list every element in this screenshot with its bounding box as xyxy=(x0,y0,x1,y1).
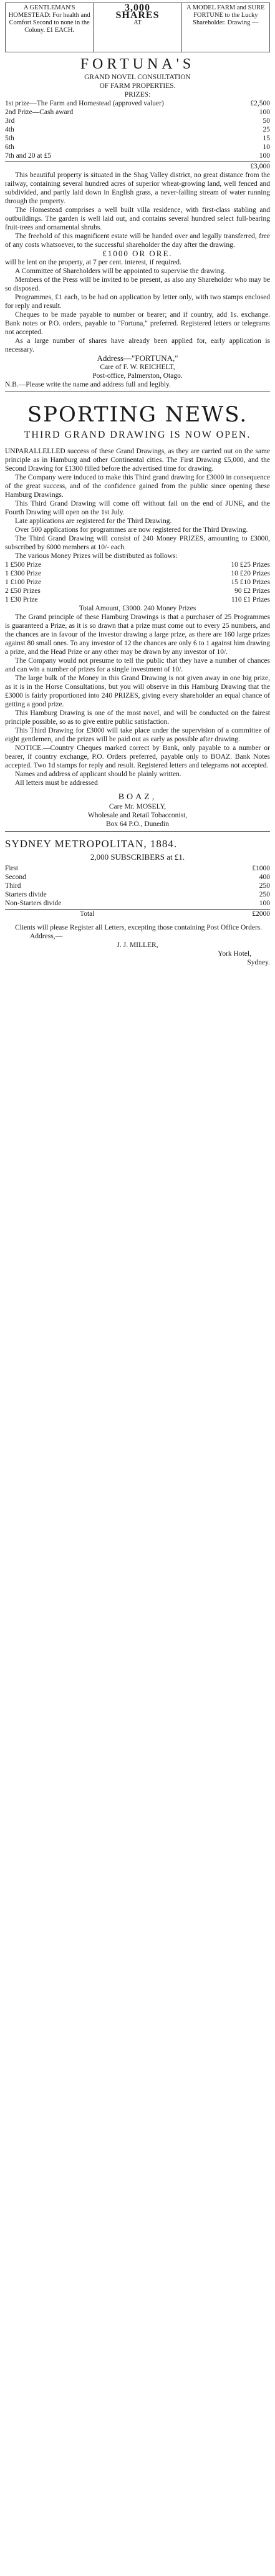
sydney-note: Clients will please Register all Letters, excepting those containing Post Office Orders. xyxy=(15,924,263,931)
sydney-prize-row: Non-Starters divide 100 xyxy=(5,900,270,907)
boaz-sig-2: Wholesale and Retail Tobacconist, xyxy=(87,812,188,819)
boaz-p13: NOTICE.—Country Cheques marked correct by Bank, only payable to a number or bearer, if country exchange, P.O. Orders preferred, payable only to BOAZ. Bank Notes accepted. Two 1d stamps for reply and result. Registered letters and telegrams not accepted. xyxy=(5,744,270,769)
prize-table-row: 1 £300 Prize 10 £20 Prizes xyxy=(5,570,270,577)
fortuna-p6: Members of the Press will be invited to be present, as also any Shareholder who may be so disposed. xyxy=(5,276,270,292)
boaz-p7: The various Money Prizes will be distributed as follows: xyxy=(15,552,178,560)
boaz-p11: This Hamburg Drawing is one of the most novel, and will be conducted on the fairest principle possible, so as to give entire public satisfaction. xyxy=(5,709,270,726)
sydney-address-label: Address,— xyxy=(30,933,63,940)
sydney-prize-row: Starters divide 250 xyxy=(5,891,270,898)
fortuna-address-2: Post-office, Palmerston, Otago. xyxy=(92,372,183,380)
boaz-p8: The Grand principle of these Hamburg Drawings is that a purchaser of 25 Programmes is guaranteed a Prize, as it is so drawn that a prize must come out to every 25 numbers, and the chances are in favour of the investor drawing a large prize, as there are 160 large prizes against 80 small ones. To any investor of 12 the chances are only 6 to 1 against him drawing a prize, and the Head Prize or any other may be drawn by any investor of 10/. xyxy=(5,613,270,656)
boaz-total-line: Total Amount, £3000. 240 Money Prizes xyxy=(79,605,196,612)
fortuna-p7: Programmes, £1 each, to be had on application by letter only, with two stamps enclosed for reply and result. xyxy=(5,294,270,310)
boaz-p3: This Third Grand Drawing will come off without fail on the end of JUNE, and the Fourth Drawing will open on the 1st July. xyxy=(5,500,270,516)
shares-count: 3,000 xyxy=(124,2,150,13)
prize-row: 2nd Prize—Cash award 100 xyxy=(5,108,270,116)
boaz-prize-table xyxy=(5,560,270,604)
boaz-signature: BOAZ, xyxy=(118,792,157,802)
fortuna-header-box xyxy=(5,2,270,52)
fortuna-sub1: GRAND NOVEL CONSULTATION xyxy=(84,74,191,81)
fortuna-p8: Cheques to be made payable to number or bearer; and if country, add 1s. exchange. Bank notes or P.O. orders, payable to "Fortuna," preferred. Registered letters or telegrams not accepted. xyxy=(5,311,270,336)
boaz-p2: The Company were induced to make this Third grand drawing for £3000 in consequence of the great success, and of the confidence gained from the public since opening these Hamburg Drawings. xyxy=(5,474,270,499)
fortuna-p3: The freehold of this magnificent estate will be handed over and legally transferred, free of any costs whatsoever, to the successful shareholder the day after the drawing. xyxy=(5,233,270,249)
prizes-label: PRIZES: xyxy=(124,91,151,99)
sydney-prize-row: Third 250 xyxy=(5,882,270,890)
fortuna-address-1: Care of F. W. REICHELT, xyxy=(100,363,175,371)
sydney-total: Total £2000 xyxy=(5,909,270,918)
prize-table-row: 1 £30 Prize 110 £1 Prizes xyxy=(5,596,270,603)
prize-table-row: 1 £500 Prize 10 £25 Prizes xyxy=(5,561,270,569)
prize-table-row: 2 £50 Prizes 90 £2 Prizes xyxy=(5,587,270,595)
boaz-p4: Late applications are registered for the Third Drawing. xyxy=(15,517,172,525)
header-mid xyxy=(93,3,181,52)
fortuna-nb: N.B.—Please write the name and address full and legibly. xyxy=(5,381,171,388)
sydney-heading: SYDNEY METROPOLITAN, 1884. xyxy=(5,838,178,850)
sydney-name: J. J. MILLER, xyxy=(117,941,158,949)
boaz-p1: UNPARALLELLED success of these Grand Drawings, as they are carried out on the same principle as in Hamburg and other Continental cities. The First Drawing £5,000, and the Second Drawing for £1300 filled before the advertised time for drawing. xyxy=(5,448,270,473)
sydney-prize-list xyxy=(5,864,270,908)
prize-row: 1st prize—The Farm and Homestead (approved valuer) £2,500 xyxy=(5,100,270,107)
header-left: A GENTLEMAN'S HOMESTEAD: For health and Comfort Second to none in the Colony. £1 EACH. xyxy=(8,4,90,34)
boaz-p12: This Third Drawing for £3000 will take place under the supervision of a committee of eight gentlemen, and the prizes will be paid out as early as possible after drawing. xyxy=(5,727,270,743)
boaz-p15: All letters must be addressed xyxy=(15,779,98,787)
prize-row: 5th 15 xyxy=(5,135,270,142)
fortuna-title: FORTUNA'S xyxy=(80,56,195,72)
sydney-subscribers: 2,000 SUBSCRIBERS at £1. xyxy=(90,852,185,862)
fortuna-prize-list xyxy=(5,99,270,160)
sydney-prize-row: First £1000 xyxy=(5,865,270,872)
divider xyxy=(5,831,270,832)
fortuna-address-label: Address—"FORTUNA," xyxy=(97,353,178,363)
fortuna-p2: The Homestead comprises a well built villa residence, with first-class stabling and outbuildings. The garden is well laid out, and contains several hundred select full-bearing fruit-trees and ornamental shrubs. xyxy=(5,206,270,231)
prize-row: 3rd 50 xyxy=(5,117,270,125)
boaz-p5: Over 500 applications for programmes are now registered for the Third Drawing. xyxy=(15,526,248,534)
prize-row: 4th 25 xyxy=(5,126,270,133)
prize-total: £3,000 xyxy=(5,161,270,171)
fortuna-sub2: OF FARM PROPERTIES. xyxy=(99,82,176,90)
sporting-subheading: THIRD GRAND DRAWING IS NOW OPEN. xyxy=(24,430,251,440)
header-right: A MODEL FARM and SURE FORTUNE to the Lucky Shareholder. Drawing — xyxy=(181,3,269,52)
fortuna-p5: A Committee of Shareholders will be appointed to supervise the drawing. xyxy=(15,267,226,275)
fortuna-p4: will be lent on the property, at 7 per cent. interest, if required. xyxy=(5,259,181,266)
boaz-p6: The Third Grand Drawing will consist of 240 Money PRIZES, amounting to £3000, subscribed by 6000 members at 10/- each. xyxy=(5,535,270,551)
boaz-p10: The large bulk of the Money in this Grand Drawing is not given away in one big prize, as it is in the Horse Consultations, but you will observe in this Hamburg Drawing that the £3000 is fairly proportioned into 240 PRIZES, giving every shareholder an equal chance of getting a good prize. xyxy=(5,675,270,708)
shares-word: SHARES xyxy=(115,10,160,21)
fortuna-p9: As a large number of shares have already been applied for, early application is necessary. xyxy=(5,337,270,353)
boaz-sig-1: Care Mr. MOSELY, xyxy=(109,803,166,810)
prize-row: 7th and 20 at £5 100 xyxy=(5,152,270,160)
fortuna-p4-heading: £1000 OR ORE. xyxy=(102,249,173,258)
boaz-p9: The Company would not presume to tell the public that they have a number of chances and can win a number of prizes for a single investment of 10/. xyxy=(5,657,270,673)
sporting-news-heading: SPORTING NEWS. xyxy=(27,402,248,427)
boaz-p14: Names and address of applicant should be plainly written. xyxy=(15,771,181,778)
prize-row: 6th 10 xyxy=(5,143,270,151)
shares-at: AT xyxy=(133,19,142,26)
sydney-city: Sydney. xyxy=(247,959,270,966)
sydney-prize-row: Second 400 xyxy=(5,873,270,881)
newspaper-column xyxy=(5,0,270,967)
sydney-hotel: York Hotel, xyxy=(218,950,251,958)
prize-table-row: 1 £100 Prize 15 £10 Prizes xyxy=(5,579,270,586)
boaz-sig-3: Box 64 P.O., Dunedin xyxy=(106,820,169,828)
fortuna-p1: This beautiful property is situated in the Shag Valley district, no great distance from the railway, containing several hundred acres of superior wheat-growing land, well fenced and subdivided, and partly laid down in English grass, a never-failing stream of water running through the property. xyxy=(5,171,270,205)
